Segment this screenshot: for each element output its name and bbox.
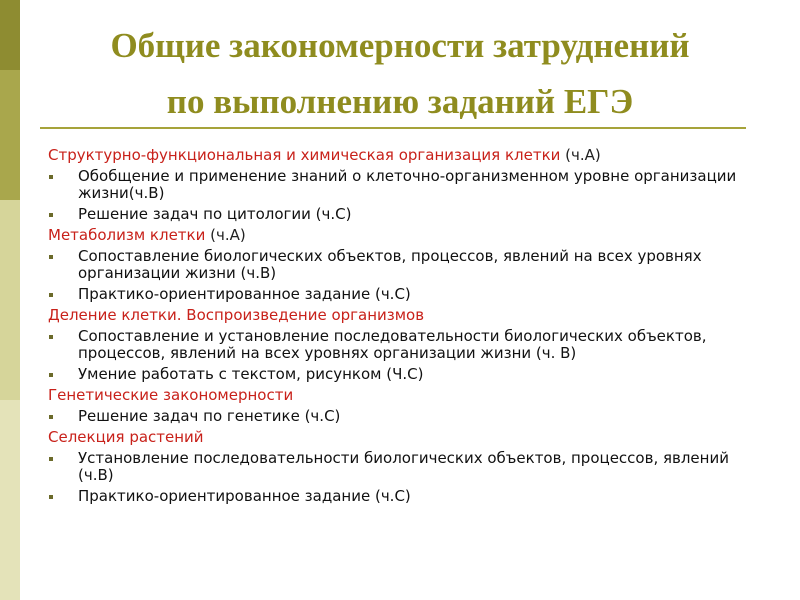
bullet-icon — [49, 175, 53, 179]
section-heading — [48, 307, 758, 324]
section-heading — [48, 147, 758, 164]
list-item — [48, 328, 758, 362]
list-item — [48, 488, 758, 505]
section-heading-text: Метаболизм клетки — [48, 226, 206, 244]
list-item-text: Сопоставление и установление последовательности биологических объектов, процессов, явлений на всех уровнях организации жизни (ч. В) — [78, 327, 707, 362]
bullet-icon — [49, 335, 53, 339]
list-item — [48, 286, 758, 303]
list-item-text: Решение задач по цитологии (ч.С) — [78, 205, 352, 223]
title-line-2: по выполнению заданий ЕГЭ — [166, 82, 634, 121]
list-item — [48, 248, 758, 282]
bullet-list — [48, 168, 758, 223]
section-heading-suffix: (ч.А) — [205, 226, 246, 244]
section-plant-breeding — [48, 429, 758, 505]
title-line-1: Общие закономерности затруднений — [110, 26, 690, 65]
bullet-icon — [49, 213, 53, 217]
section-heading — [48, 429, 758, 446]
left-decorative-stripe — [0, 0, 20, 600]
bullet-icon — [49, 457, 53, 461]
list-item-text: Сопоставление биологических объектов, процессов, явлений на всех уровнях организации жизни (ч.В) — [78, 247, 702, 282]
bullet-icon — [49, 495, 53, 499]
section-metabolism — [48, 227, 758, 303]
bullet-icon — [49, 415, 53, 419]
slide-title — [40, 18, 760, 130]
section-heading — [48, 387, 758, 404]
section-heading-text: Деление клетки. Воспроизведение организмов — [48, 306, 425, 324]
bullet-icon — [49, 255, 53, 259]
section-genetics — [48, 387, 758, 425]
stripe-segment — [0, 400, 20, 600]
list-item-text: Решение задач по генетике (ч.С) — [78, 407, 341, 425]
list-item — [48, 366, 758, 383]
section-heading-text: Структурно-функциональная и химическая организация клетки — [48, 146, 561, 164]
section-heading-suffix: (ч.А) — [560, 146, 601, 164]
list-item-text: Умение работать с текстом, рисунком (Ч.С) — [78, 365, 424, 383]
list-item-text: Практико-ориентированное задание (ч.С) — [78, 285, 411, 303]
list-item-text: Обобщение и применение знаний о клеточно-организменном уровне организации жизни(ч.В) — [78, 167, 737, 202]
bullet-list — [48, 408, 758, 425]
content-list — [48, 147, 758, 509]
bullet-icon — [49, 293, 53, 297]
list-item-text: Установление последовательности биологических объектов, процессов, явлений (ч.В) — [78, 449, 729, 484]
section-heading — [48, 227, 758, 244]
stripe-segment — [0, 200, 20, 400]
bullet-icon — [49, 373, 53, 377]
list-item-text: Практико-ориентированное задание (ч.С) — [78, 487, 411, 505]
section-cell-division — [48, 307, 758, 383]
stripe-segment — [0, 70, 20, 200]
list-item — [48, 450, 758, 484]
section-heading-text: Селекция растений — [48, 428, 204, 446]
bullet-list — [48, 248, 758, 303]
section-heading-text: Генетические закономерности — [48, 386, 294, 404]
list-item — [48, 168, 758, 202]
title-divider — [40, 127, 746, 129]
list-item — [48, 206, 758, 223]
bullet-list — [48, 450, 758, 505]
section-cell-organization — [48, 147, 758, 223]
bullet-list — [48, 328, 758, 383]
list-item — [48, 408, 758, 425]
stripe-segment — [0, 0, 20, 70]
